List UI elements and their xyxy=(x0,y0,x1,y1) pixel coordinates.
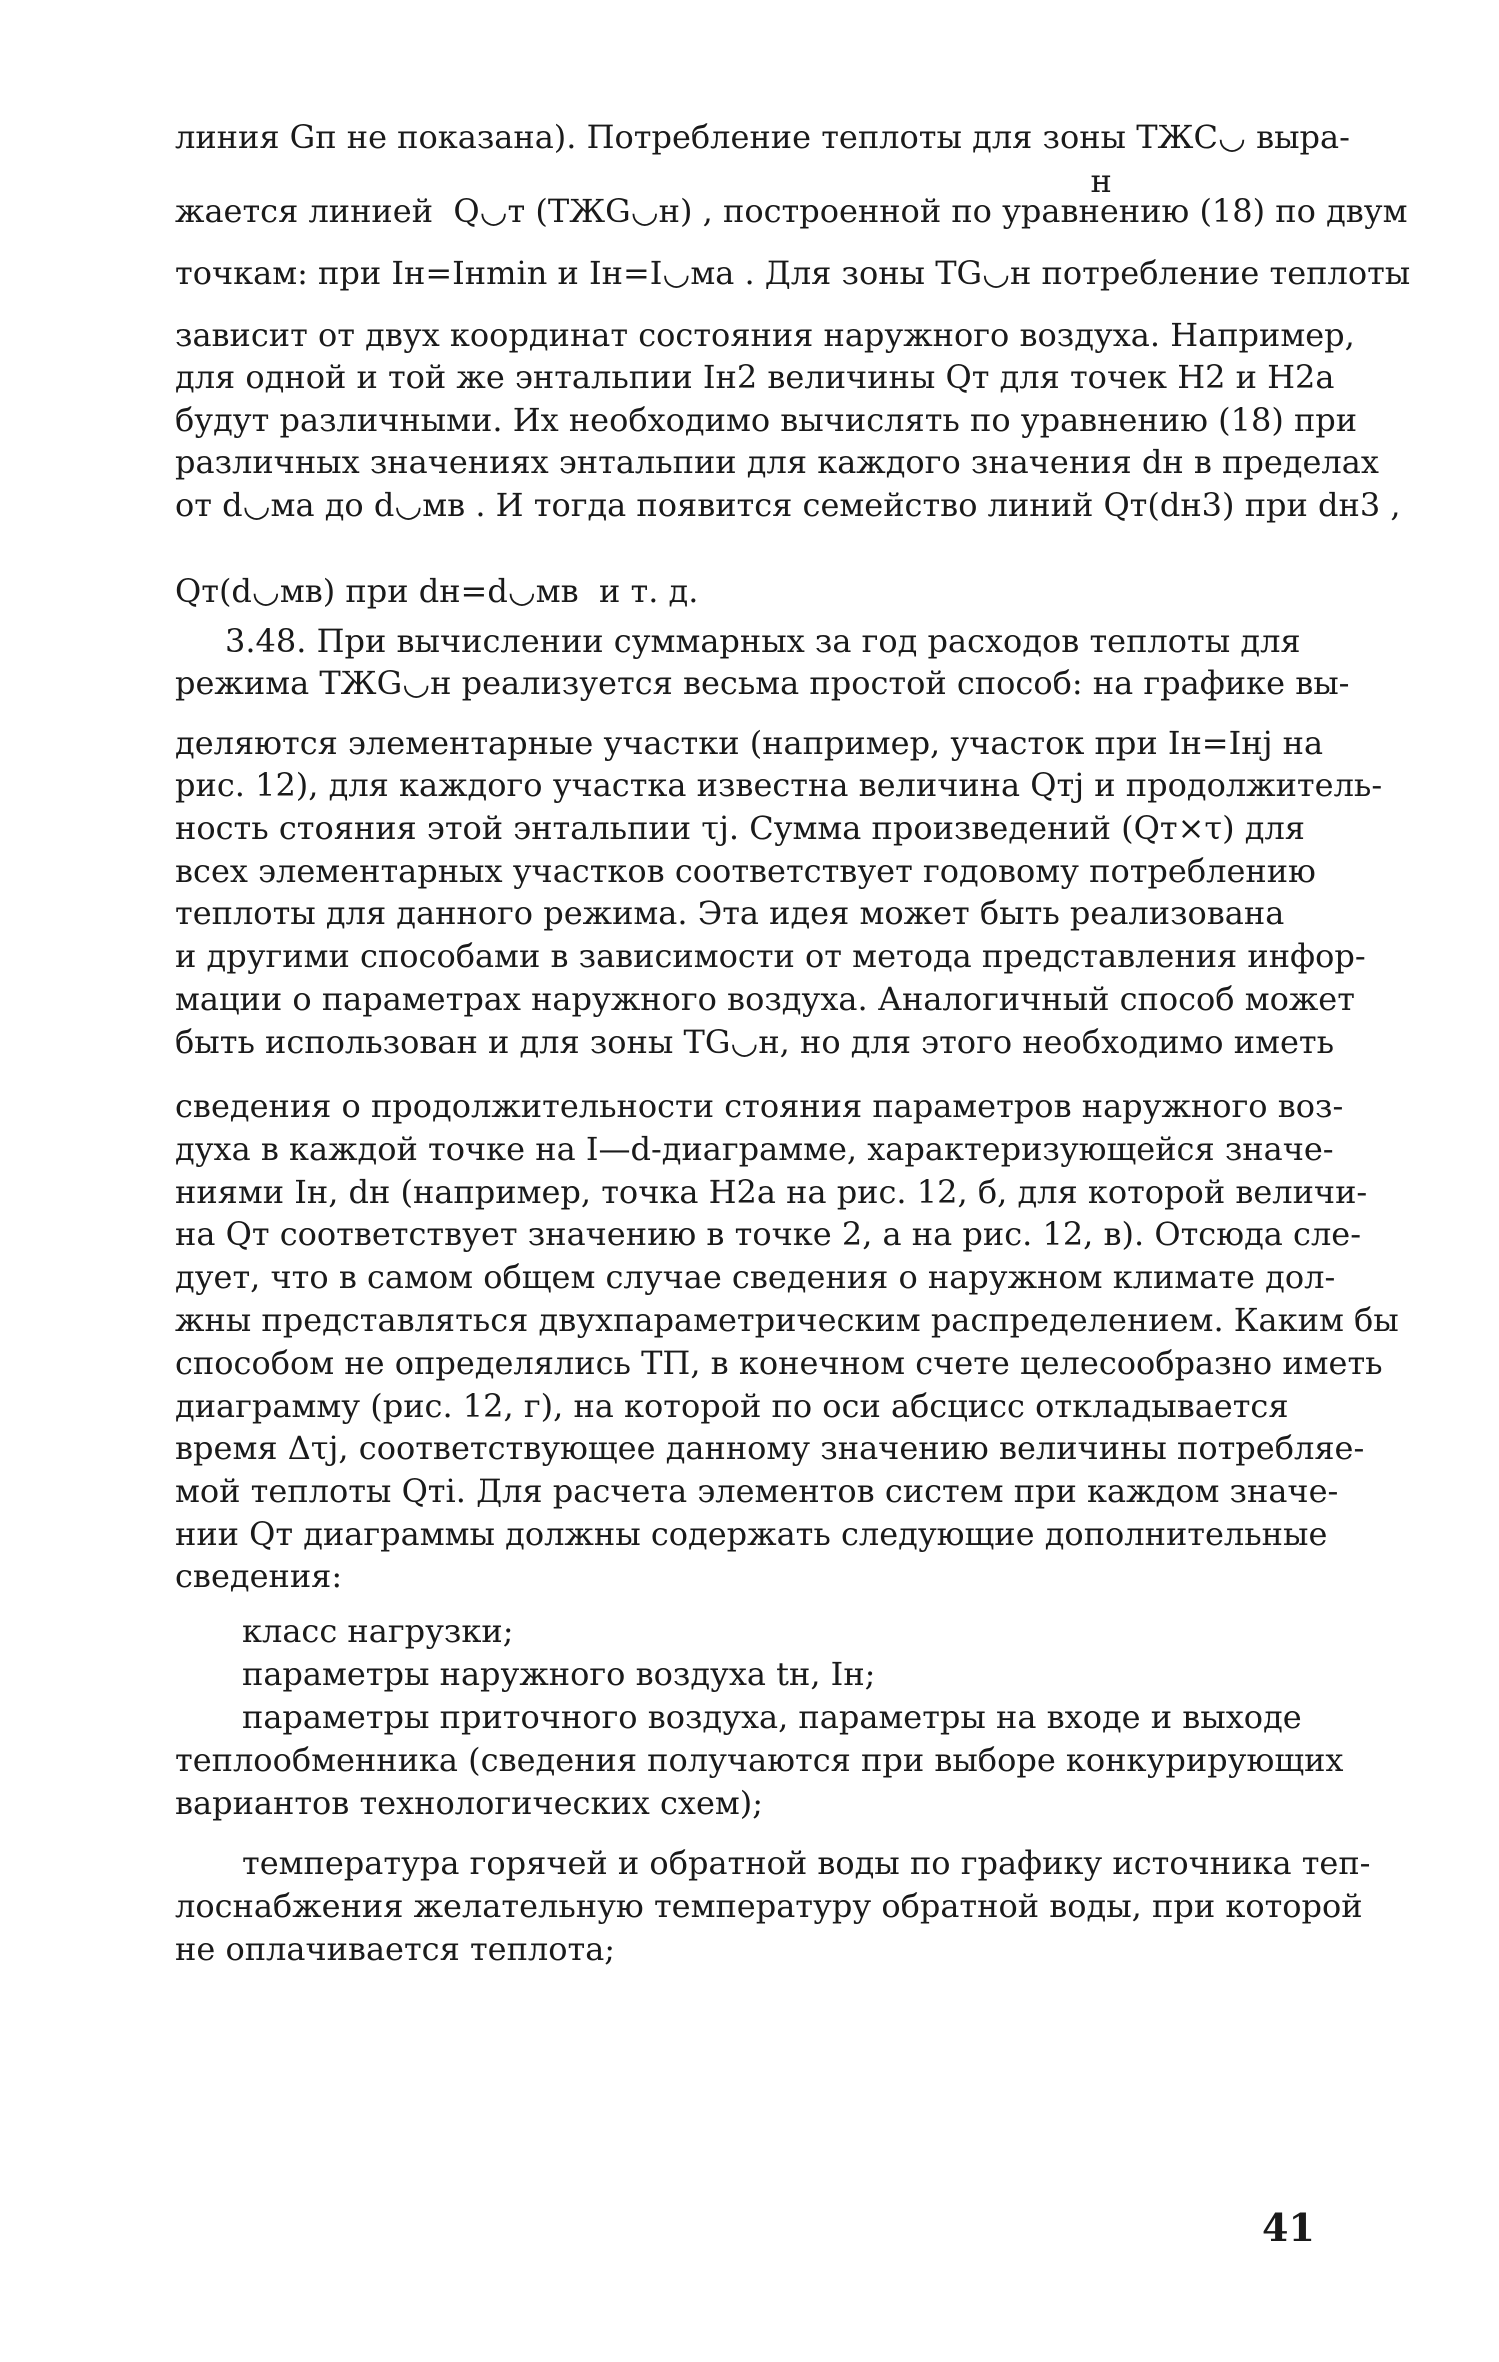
text-line: теплоты для данного режима. Эта идея может быть реализована xyxy=(175,894,1285,932)
text-line: рис. 12), для каждого участка известна величина Qтj и продолжитель- xyxy=(175,766,1383,804)
text-line: жается линией Q◡т (ТЖG◡н) , построенной по уравнению (18) по двум xyxy=(175,192,1408,230)
text-line: сведения о продолжительности стояния параметров наружного воз- xyxy=(175,1087,1344,1125)
text-line: лоснабжения желательную температуру обратной воды, при которой xyxy=(175,1887,1363,1925)
page-number: 41 xyxy=(1262,2205,1315,2250)
text-line: и другими способами в зависимости от метода представления инфор- xyxy=(175,937,1366,975)
text-line: температура горячей и обратной воды по графику источника теп- xyxy=(242,1844,1371,1882)
text-line: нии Qт диаграммы должны содержать следующие дополнительные xyxy=(175,1515,1328,1553)
text-line: мации о параметрах наружного воздуха. Аналогичный способ может xyxy=(175,980,1355,1018)
text-line: параметры наружного воздуха tн, Iн; xyxy=(242,1655,876,1693)
text-line: параметры приточного воздуха, параметры на входе и выходе xyxy=(242,1698,1302,1736)
text-line: теплообменника (сведения получаются при выборе конкурирующих xyxy=(175,1741,1344,1779)
text-line: класс нагрузки; xyxy=(242,1612,514,1650)
text-line: время Δτj, соответствующее данному значению величины потребляе- xyxy=(175,1429,1365,1467)
text-line: диаграмму (рис. 12, г), на которой по оси абсцисс откладывается xyxy=(175,1387,1289,1425)
text-line: н xyxy=(175,162,1112,200)
text-line: режима ТЖG◡н реализуется весьма простой способ: на графике вы- xyxy=(175,664,1350,702)
text-line: Qт(d◡мв) при dн=d◡мв и т. д. xyxy=(175,572,699,610)
text-line: ность стояния этой энтальпии τj. Сумма произведений (Qт×τ) для xyxy=(175,809,1305,847)
text-line: быть использован и для зоны TG◡н, но для этого необходимо иметь xyxy=(175,1023,1335,1061)
text-line: будут различными. Их необходимо вычислять по уравнению (18) при xyxy=(175,401,1358,439)
text-line: различных значениях энтальпии для каждого значения dн в пределах xyxy=(175,443,1379,481)
text-line: вариантов технологических схем); xyxy=(175,1784,764,1822)
text-line: точкам: при Iн=Iнmin и Iн=I◡ма . Для зоны TG◡н потребление теплоты xyxy=(175,254,1411,292)
text-line: способом не определялись ТП, в конечном счете целесообразно иметь xyxy=(175,1344,1383,1382)
text-line: зависит от двух координат состояния наружного воздуха. Например, xyxy=(175,316,1355,354)
text-line: мой теплоты Qтi. Для расчета элементов систем при каждом значе- xyxy=(175,1472,1339,1510)
text-line: духа в каждой точке на I—d-диаграмме, характеризующейся значе- xyxy=(175,1130,1334,1168)
text-line: линия Gп не показана). Потребление теплоты для зоны ТЖС◡ выра- xyxy=(175,118,1350,156)
text-line: деляются элементарные участки (например, участок при Iн=Iнj на xyxy=(175,724,1324,762)
text-line: всех элементарных участков соответствует годовому потреблению xyxy=(175,852,1316,890)
text-line: сведения: xyxy=(175,1557,343,1595)
text-line: на Qт соответствует значению в точке 2, а на рис. 12, в). Отсюда сле- xyxy=(175,1215,1362,1253)
text-line: 3.48. При вычислении суммарных за год расходов теплоты для xyxy=(225,622,1301,660)
text-line: жны представляться двухпараметрическим распределением. Каким бы xyxy=(175,1301,1399,1339)
text-line: ниями Iн, dн (например, точка H2a на рис. 12, б, для которой величи- xyxy=(175,1173,1368,1211)
text-line: для одной и той же энтальпии Iн2 величины Qт для точек H2 и H2a xyxy=(175,358,1335,396)
text-line: не оплачивается теплота; xyxy=(175,1930,616,1968)
text-line: от d◡ма до d◡мв . И тогда появится семейство линий Qт(dн3) при dн3 , xyxy=(175,486,1401,524)
text-line: дует, что в самом общем случае сведения о наружном климате дол- xyxy=(175,1258,1336,1296)
